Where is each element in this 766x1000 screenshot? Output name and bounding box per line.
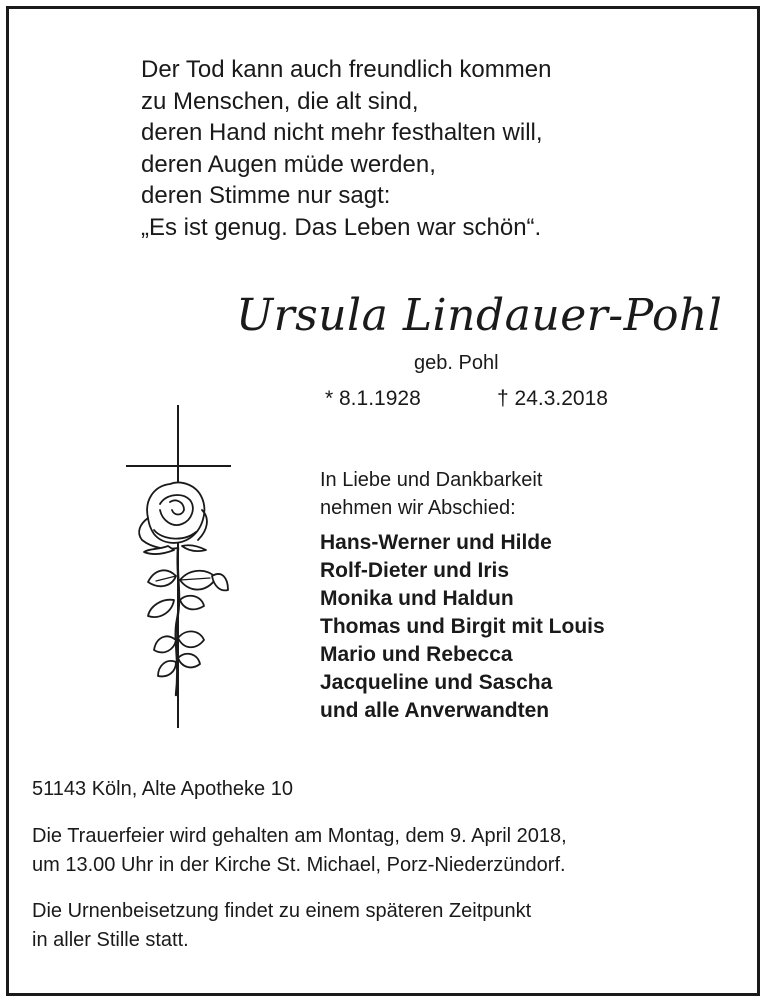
mourner: Thomas und Birgit mit Louis [320,615,605,638]
rose-icon [118,400,238,732]
poem-line: „Es ist genug. Das Leben war schön“. [141,213,542,241]
cross-and-rose [118,400,238,732]
poem-line: zu Menschen, die alt sind, [141,87,419,115]
intro-line: nehmen wir Abschied: [320,497,516,519]
burial-info [32,897,531,955]
poem-line: Der Tod kann auch freundlich kommen [141,56,552,83]
poem-line: deren Hand nicht mehr festhalten will, [141,119,543,146]
poem-line: deren Augen müde werden, [141,150,436,178]
deceased-name: Ursula Lindauer-Pohl [236,290,723,341]
mourners-list [320,529,605,725]
birth-date: * 8.1.1928 [325,387,421,410]
burial-line: Die Urnenbeisetzung findet zu einem späteren Zeitpunkt [32,900,532,922]
service-info [32,822,567,880]
service-line: Die Trauerfeier wird gehalten am Montag, dem 9. April 2018, [32,825,567,847]
poem [141,54,551,243]
born-name: geb. Pohl [414,352,499,374]
mourner: Monika und Haldun [320,587,514,610]
death-date: † 24.3.2018 [497,387,608,410]
mourner: Jacqueline und Sascha [320,671,553,694]
farewell-intro [320,466,542,522]
mourner: Mario und Rebecca [320,643,513,666]
service-line: um 13.00 Uhr in der Kirche St. Michael, Porz-Niederzündorf. [32,854,566,876]
poem-line: deren Stimme nur sagt: [141,182,391,209]
burial-line: in aller Stille statt. [32,929,189,951]
mourner: Hans-Werner und Hilde [320,531,552,554]
intro-line: In Liebe und Dankbarkeit [320,469,543,491]
mourner: Rolf-Dieter und Iris [320,559,510,582]
family-address: 51143 Köln, Alte Apotheke 10 [32,778,293,800]
mourner: und alle Anverwandten [320,699,550,722]
